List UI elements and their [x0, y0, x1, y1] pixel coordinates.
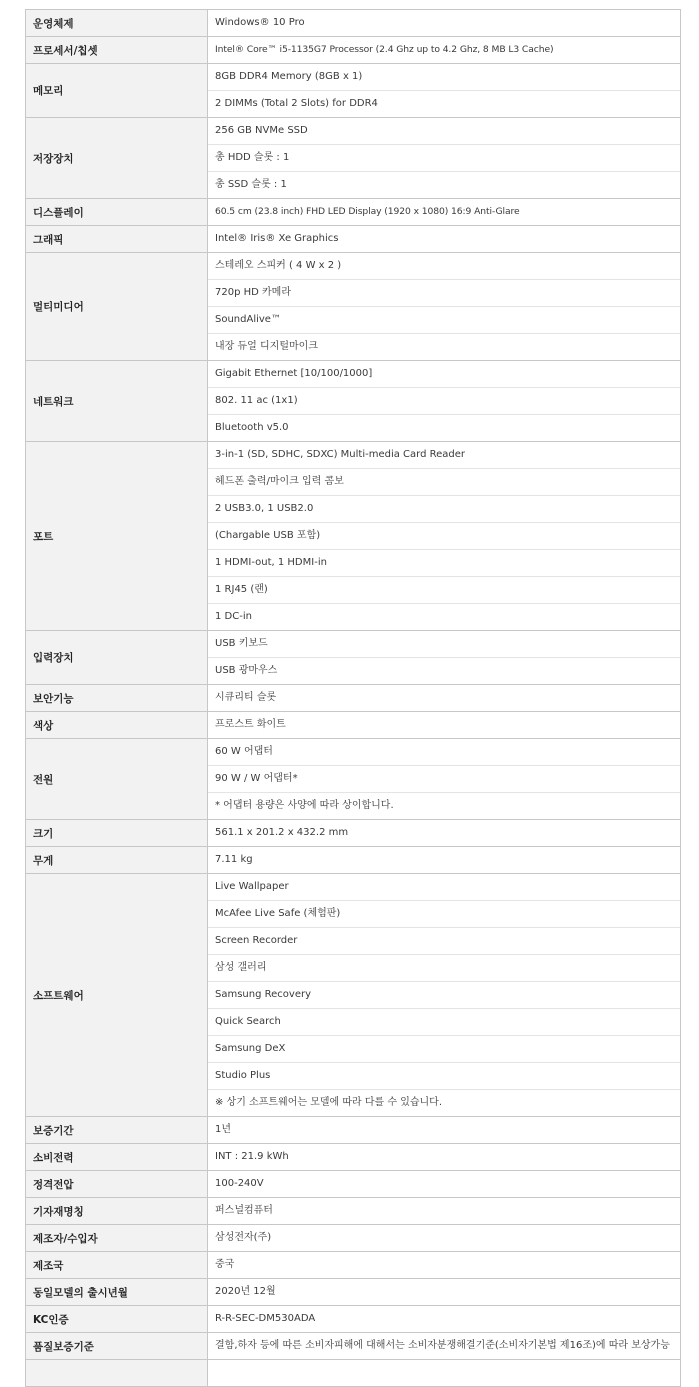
- spec-value: 561.1 x 201.2 x 432.2 mm: [215, 827, 349, 838]
- spec-value-cell: [208, 1252, 681, 1279]
- spec-label: 소프트웨어: [26, 874, 208, 1117]
- spec-label: 입력장치: [26, 631, 208, 685]
- spec-label: 제조국: [26, 1252, 208, 1279]
- spec-value: Studio Plus: [208, 1062, 680, 1089]
- spec-value: 내장 듀얼 디지털마이크: [208, 333, 680, 360]
- spec-value: Intel® Core™ i5-1135G7 Processor (2.4 Ghz up to 4.2 Ghz, 8 MB L3 Cache): [215, 44, 554, 55]
- spec-value-cell: [208, 631, 681, 685]
- spec-table-body: [26, 10, 681, 1387]
- spec-row: [26, 1171, 681, 1198]
- spec-value-cell: [208, 1306, 681, 1333]
- spec-value: 시큐리티 슬롯: [215, 692, 277, 703]
- spec-value: R-R-SEC-DM530ADA: [215, 1313, 316, 1324]
- spec-value-cell: [208, 739, 681, 820]
- spec-value: Bluetooth v5.0: [208, 414, 680, 441]
- spec-value: 삼성전자(주): [215, 1232, 272, 1243]
- spec-value-cell: [208, 253, 681, 361]
- spec-value-cell: [208, 820, 681, 847]
- spec-value: * 어댑터 용량은 사양에 따라 상이합니다.: [208, 792, 680, 819]
- spec-row: [26, 712, 681, 739]
- spec-value: 7.11 kg: [215, 854, 253, 865]
- spec-value-cell: [208, 1279, 681, 1306]
- spec-value: [208, 1360, 680, 1386]
- spec-label: 색상: [26, 712, 208, 739]
- spec-value: 90 W / W 어댑터*: [208, 765, 680, 792]
- spec-value: 8GB DDR4 Memory (8GB x 1): [215, 71, 363, 82]
- spec-value: Windows® 10 Pro: [215, 17, 305, 28]
- spec-value-cell: [208, 361, 681, 442]
- spec-label: 제조자/수입자: [26, 1225, 208, 1252]
- spec-label: 기자재명칭: [26, 1198, 208, 1225]
- spec-value: Samsung Recovery: [208, 981, 680, 1008]
- spec-value: 720p HD 카메라: [208, 279, 680, 306]
- spec-label: 멀티미디어: [26, 253, 208, 361]
- spec-value: 60 W 어댑터: [215, 746, 273, 757]
- spec-value: 총 SSD 슬롯 : 1: [208, 171, 680, 198]
- spec-value-cell: [208, 1144, 681, 1171]
- spec-row: [26, 874, 681, 1117]
- spec-label: 보안기능: [26, 685, 208, 712]
- spec-value-cell: [208, 1225, 681, 1252]
- spec-label: 정격전압: [26, 1171, 208, 1198]
- spec-value: 프로스트 화이트: [215, 719, 286, 730]
- spec-value-cell: [208, 847, 681, 874]
- spec-value-cell: [208, 1333, 681, 1360]
- spec-label: 프로세서/칩셋: [26, 37, 208, 64]
- spec-row: [26, 847, 681, 874]
- spec-value: Quick Search: [208, 1008, 680, 1035]
- spec-value-cell: [208, 118, 681, 199]
- spec-value-cell: [208, 712, 681, 739]
- spec-value-cell: [208, 685, 681, 712]
- spec-value: 헤드폰 출력/마이크 입력 콤보: [208, 468, 680, 495]
- spec-label: 그래픽: [26, 226, 208, 253]
- spec-value: 삼성 갤러리: [208, 954, 680, 981]
- spec-row: [26, 1279, 681, 1306]
- spec-value: USB 광마우스: [208, 657, 680, 684]
- spec-row: [26, 631, 681, 685]
- spec-value-cell: [208, 874, 681, 1117]
- spec-row: [26, 1360, 681, 1387]
- spec-value-cell: [208, 64, 681, 118]
- spec-row: [26, 820, 681, 847]
- spec-value: Live Wallpaper: [215, 881, 289, 892]
- spec-row: [26, 1144, 681, 1171]
- spec-row: [26, 361, 681, 442]
- spec-value-cell: [208, 199, 681, 226]
- spec-value: SoundAlive™: [208, 306, 680, 333]
- spec-value: ※ 상기 소프트웨어는 모델에 따라 다를 수 있습니다.: [208, 1089, 680, 1116]
- spec-label: 전원: [26, 739, 208, 820]
- spec-label: 운영체제: [26, 10, 208, 37]
- spec-label: 디스플레이: [26, 199, 208, 226]
- spec-value: 1 RJ45 (랜): [208, 576, 680, 603]
- spec-value: Samsung DeX: [208, 1035, 680, 1062]
- spec-row: [26, 1225, 681, 1252]
- spec-value-cell: [208, 37, 681, 64]
- spec-value-cell: [208, 1117, 681, 1144]
- spec-label: 동일모델의 출시년월: [26, 1279, 208, 1306]
- spec-row: [26, 1252, 681, 1279]
- spec-row: [26, 199, 681, 226]
- spec-label: 메모리: [26, 64, 208, 118]
- spec-row: [26, 1117, 681, 1144]
- spec-label: 저장장치: [26, 118, 208, 199]
- spec-label: 소비전력: [26, 1144, 208, 1171]
- spec-value: Intel® Iris® Xe Graphics: [215, 233, 339, 244]
- spec-value: McAfee Live Safe (체험판): [208, 900, 680, 927]
- spec-label: 포트: [26, 442, 208, 631]
- spec-row: [26, 226, 681, 253]
- spec-value-cell: [208, 1360, 681, 1387]
- spec-row: [26, 10, 681, 37]
- spec-value: 60.5 cm (23.8 inch) FHD LED Display (1920 x 1080) 16:9 Anti-Glare: [215, 206, 520, 217]
- spec-row: [26, 1306, 681, 1333]
- spec-value: 1 DC-in: [208, 603, 680, 630]
- spec-value-cell: [208, 1198, 681, 1225]
- spec-value: 스테레오 스피커 ( 4 W x 2 ): [215, 260, 342, 271]
- spec-row: [26, 37, 681, 64]
- spec-label: [26, 1360, 208, 1387]
- spec-row: [26, 118, 681, 199]
- spec-value: 1년: [215, 1124, 232, 1135]
- spec-table: [25, 9, 681, 1387]
- spec-value: 총 HDD 슬롯 : 1: [208, 144, 680, 171]
- spec-value: (Chargable USB 포함): [208, 522, 680, 549]
- spec-row: [26, 253, 681, 361]
- spec-value: 100-240V: [215, 1178, 264, 1189]
- spec-row: [26, 739, 681, 820]
- spec-value: Gigabit Ethernet [10/100/1000]: [215, 368, 373, 379]
- spec-row: [26, 442, 681, 631]
- spec-value: 1 HDMI-out, 1 HDMI-in: [208, 549, 680, 576]
- spec-value: 2 DIMMs (Total 2 Slots) for DDR4: [208, 90, 680, 117]
- spec-row: [26, 1333, 681, 1360]
- spec-value-cell: [208, 442, 681, 631]
- spec-value: 3-in-1 (SD, SDHC, SDXC) Multi-media Card Reader: [215, 449, 466, 460]
- spec-value: 퍼스널컴퓨터: [215, 1205, 273, 1216]
- spec-value-cell: [208, 1171, 681, 1198]
- spec-label: 품질보증기준: [26, 1333, 208, 1360]
- spec-value: Screen Recorder: [208, 927, 680, 954]
- spec-value: 256 GB NVMe SSD: [215, 125, 308, 136]
- spec-value: USB 키보드: [215, 638, 268, 649]
- spec-label: 네트워크: [26, 361, 208, 442]
- spec-row: [26, 64, 681, 118]
- spec-value: 802. 11 ac (1x1): [208, 387, 680, 414]
- spec-value-cell: [208, 10, 681, 37]
- spec-value-cell: [208, 226, 681, 253]
- spec-label: 보증기간: [26, 1117, 208, 1144]
- spec-value: 2020년 12월: [215, 1286, 276, 1297]
- spec-value: INT : 21.9 kWh: [215, 1151, 289, 1162]
- spec-label: 크기: [26, 820, 208, 847]
- spec-value: 중국: [215, 1259, 235, 1270]
- spec-label: KC인증: [26, 1306, 208, 1333]
- spec-row: [26, 685, 681, 712]
- spec-value: 결함,하자 등에 따른 소비자피해에 대해서는 소비자분쟁해결기준(소비자기본법 제16조)에 따라 보상가능: [215, 1340, 670, 1351]
- spec-row: [26, 1198, 681, 1225]
- spec-label: 무게: [26, 847, 208, 874]
- spec-value: 2 USB3.0, 1 USB2.0: [208, 495, 680, 522]
